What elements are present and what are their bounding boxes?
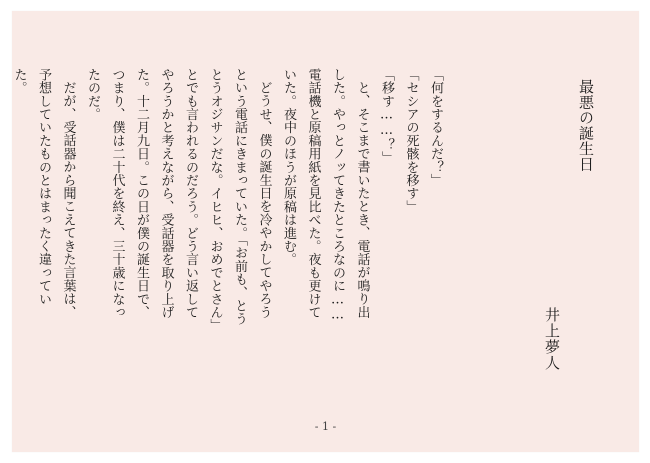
narrative-paragraph: と、そこまで書いたとき、電話が鳴り出した。やっとノッてきたところなのに……電話機と原稿用紙を見比べた。夜も更けていた。夜中のほうが原稿は進む。 <box>281 68 370 323</box>
narrative-paragraph: どうせ、僕の誕生日を冷やかしてやろうという電話にきまっていた。「お前も、とうとうオジサンだな。イヒヒ、おめでとさん」とでも言われるのだろう。どう言い返してやろうかと考えながら、受話器を取り上げた。十二月九日。この日が僕の誕生日で、つまり、僕は二十代を終え、三十歳になったのだ。 <box>85 68 272 326</box>
dialogue-line: 「セシアの死骸を移す」 <box>403 68 419 214</box>
dialogue-line: 「移す……？」 <box>379 68 394 165</box>
author-name: 井上夢人 <box>543 307 561 371</box>
manuscript-page <box>12 11 639 452</box>
narrative-paragraph: だが、受話器から聞こえてきた言葉は、予想していたものとはまったく違っていた。 <box>11 68 76 319</box>
story-title: 最悪の誕生日 <box>577 79 595 172</box>
dialogue-line: 「何をするんだ？」 <box>428 68 443 187</box>
body-text <box>6 68 447 328</box>
page-number: - 1 - <box>314 420 337 433</box>
